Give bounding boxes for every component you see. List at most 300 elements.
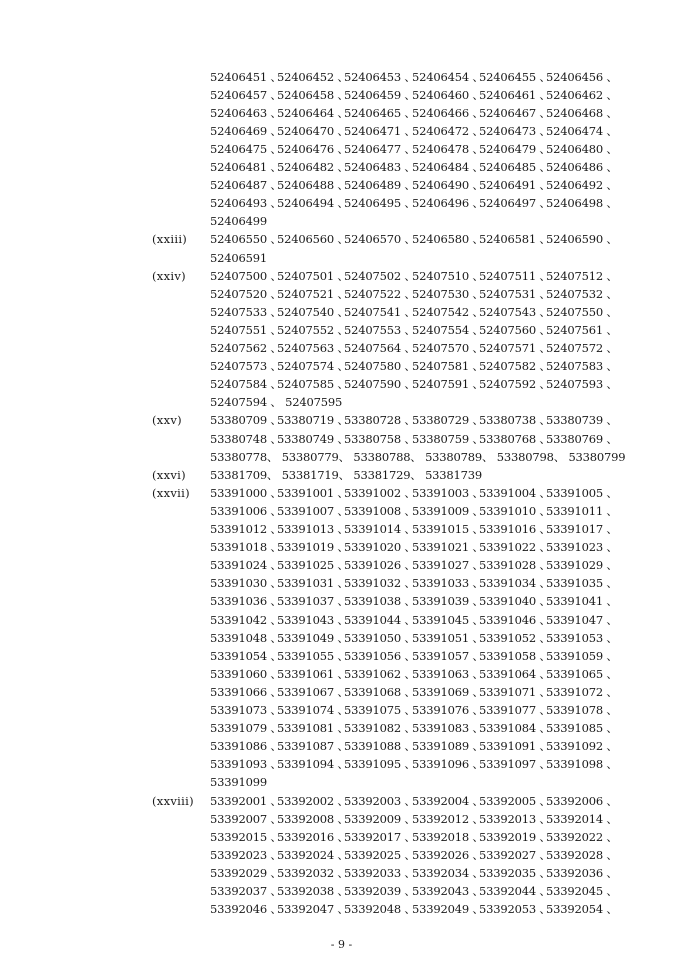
code-line (0, 212, 683, 230)
section-label: (xxiv) (152, 268, 186, 283)
code-entry: 53392003 、 (344, 793, 416, 808)
code-line (0, 267, 683, 285)
code-entry: 53391023 、 (546, 540, 618, 555)
code-entry: 53391071 、 (479, 684, 551, 699)
code-entry: 52406486 、 (546, 160, 618, 174)
code-entry: 52406497 、 (479, 196, 551, 211)
code-line (0, 375, 683, 393)
code-entry: 52407574 、 (277, 359, 349, 374)
code-entry: 53391055 、 (277, 648, 349, 663)
code-entry: 52406455 、 (479, 69, 551, 84)
code-entry: 52406463 、 (210, 105, 282, 120)
code-line (0, 773, 683, 791)
section-label: (xxvii) (152, 485, 190, 500)
code-entry: 53392012 、 (412, 811, 484, 826)
code-entry: 53392038 、 (277, 884, 349, 898)
code-entry: 52406478 、 (412, 141, 484, 156)
code-entry: 53391074 、 (277, 703, 349, 717)
code-entry: 52406458 、 (277, 87, 349, 102)
code-entry: 52407582 、 (479, 359, 551, 374)
code-line (0, 882, 683, 900)
code-entry: 53391069 、 (412, 684, 484, 699)
code-entry: 52407511 、 (479, 268, 551, 283)
code-entry: 52406476 、 (277, 141, 349, 156)
code-line (0, 556, 683, 574)
code-entry: 53391062 、 (344, 666, 416, 681)
code-entry: 52407533 、 (210, 304, 282, 319)
code-entry: 52407585 、 (277, 377, 349, 392)
code-line (0, 285, 683, 303)
code-entry: 52407522 、 (344, 286, 416, 301)
code-entry: 53380729 、 (412, 413, 484, 428)
code-line (0, 122, 683, 140)
code-entry: 53391001 、 (277, 485, 349, 500)
code-entry: 52406490 、 (412, 178, 484, 193)
code-entry: 53391031 、 (277, 576, 349, 591)
code-entry: 53391061 、 (277, 666, 349, 681)
code-entry: 53392006 、 (546, 793, 618, 808)
code-entry: 52406550 、 (210, 232, 282, 247)
code-entry: 52407532 、 (546, 286, 618, 301)
code-entry: 53392024 、 (277, 847, 349, 862)
code-line (0, 176, 683, 194)
code-entry: 52406492 、 (546, 178, 618, 193)
code-entry: 53391017 、 (546, 522, 618, 536)
code-entry: 52407512 、 (546, 268, 618, 283)
code-entry: 53392044 、 (479, 884, 551, 898)
code-entry: 53391075 、 (344, 703, 416, 717)
code-entry: 53391086 、 (210, 739, 282, 754)
code-entry: 52406471 、 (344, 123, 416, 138)
code-entry: 53392015 、 (210, 829, 282, 844)
code-entry: 53391043 、 (277, 612, 349, 627)
code-entry: 53392028 、 (546, 847, 618, 862)
code-entry: 53391085 、 (546, 721, 618, 736)
code-entry: 52407550 、 (546, 304, 618, 319)
code-entry: 53391084 、 (479, 721, 551, 736)
code-entry: 52407561 、 (546, 322, 618, 337)
code-entry: 53391093 、 (210, 757, 282, 772)
code-line (0, 68, 683, 86)
code-entry: 53391078 、 (546, 703, 618, 717)
code-entry: 53391006 、 (210, 503, 282, 518)
code-entry: 52406460 、 (412, 87, 484, 102)
code-entry: 52407530 、 (412, 286, 484, 301)
code-line (0, 810, 683, 828)
code-entry: 52407553 、 (344, 322, 416, 337)
code-entry: 53391004 、 (479, 485, 551, 500)
code-entry: 52407581 、 (412, 359, 484, 374)
code-entry: 53392034 、 (412, 865, 484, 880)
code-entry: 53391002 、 (344, 485, 416, 500)
code-line (0, 647, 683, 665)
code-entry: 53380719 、 (277, 413, 349, 428)
code-entry: 52407520 、 (210, 286, 282, 301)
code-entry: 53391003 、 (412, 485, 484, 500)
code-entry: 53380749 、 (277, 431, 349, 446)
code-entry: 53391037 、 (277, 594, 349, 609)
code-entry: 52406491 、 (479, 178, 551, 193)
code-entry: 53392014 、 (546, 811, 618, 826)
code-entry: 52406581 、 (479, 232, 551, 247)
code-line (0, 194, 683, 212)
code-entry: 53380728 、 (344, 413, 416, 428)
code-entry: 53391046 、 (479, 612, 551, 627)
code-entry: 53391000 、 (210, 485, 282, 500)
code-entry: 52406560 、 (277, 232, 349, 247)
code-entry: 53391064 、 (479, 666, 551, 681)
code-line (0, 321, 683, 339)
code-entry: 52407552 、 (277, 322, 349, 337)
code-entry: 53391024 、 (210, 558, 282, 573)
code-line (0, 466, 683, 484)
code-entry: 52406496 、 (412, 196, 484, 211)
code-entry: 52406480 、 (546, 141, 618, 156)
code-entry: 53391007 、 (277, 503, 349, 518)
code-entry: 53391066 、 (210, 684, 282, 699)
code-entry: 52406474 、 (546, 123, 618, 138)
code-line (0, 629, 683, 647)
code-entry: 53391050 、 (344, 630, 416, 645)
code-line (0, 538, 683, 556)
code-entry: 53391020 、 (344, 540, 416, 555)
code-entry: 52407560 、 (479, 322, 551, 337)
code-entry: 52407500 、 (210, 268, 282, 283)
code-entry: 52407584 、 (210, 377, 282, 392)
section-label: (xxviii) (152, 793, 194, 808)
code-entry: 52406482 、 (277, 160, 349, 174)
code-entry: 53392043 、 (412, 884, 484, 898)
code-entry: 53392049 、 (412, 902, 484, 917)
code-entry: 53392046 、 (210, 902, 282, 917)
code-entry: 53391030 、 (210, 576, 282, 591)
code-line (0, 846, 683, 864)
code-entry: 53391045 、 (412, 612, 484, 627)
code-entry: 52407593 、 (546, 377, 618, 392)
code-entry: 52406489 、 (344, 178, 416, 193)
code-entry: 52406464 、 (277, 105, 349, 120)
code-entry: 53391038 、 (344, 594, 416, 609)
code-entry: 53391036 、 (210, 594, 282, 609)
code-entry: 53380738 、 (479, 413, 551, 428)
code-entry: 53392033 、 (344, 865, 416, 880)
code-line (0, 900, 683, 918)
code-entry: 53392022 、 (546, 829, 618, 844)
code-entry: 53392025 、 (344, 847, 416, 862)
code-entry: 52407562 、 (210, 341, 282, 355)
code-entry: 52406461 、 (479, 87, 551, 102)
code-entry: 52406591 (210, 250, 267, 265)
code-entry: 53380768 、 (479, 431, 551, 446)
code-entry: 53380739 、 (546, 413, 618, 428)
section-label: (xxv) (152, 413, 182, 428)
code-entry: 53391012 、 (210, 522, 282, 536)
code-entry: 53391025 、 (277, 558, 349, 573)
code-entry: 53391005 、 (546, 485, 618, 500)
code-entry: 53391083 、 (412, 721, 484, 736)
code-entry: 53391063 、 (412, 666, 484, 681)
code-entry: 52407541 、 (344, 304, 416, 319)
code-entry: 53392037 、 (210, 884, 282, 898)
code-line (0, 230, 683, 248)
code-entry: 52407501 、 (277, 268, 349, 283)
code-entry: 53391079 、 (210, 721, 282, 736)
code-entry: 52406453 、 (344, 69, 416, 84)
code-entry: 52407591 、 (412, 377, 484, 392)
code-entry: 52406459 、 (344, 87, 416, 102)
code-entry: 53391073 、 (210, 703, 282, 717)
code-entry: 52406465 、 (344, 105, 416, 120)
code-entry: 53391013 、 (277, 522, 349, 536)
code-line (0, 104, 683, 122)
code-line (0, 864, 683, 882)
code-entry: 52406580 、 (412, 232, 484, 247)
code-entry: 53391041 、 (546, 594, 618, 609)
code-entry: 53391089 、 (412, 739, 484, 754)
code-entry: 53391008 、 (344, 503, 416, 518)
code-line (0, 357, 683, 375)
code-entry: 52407540 、 (277, 304, 349, 319)
code-entry: 52406475 、 (210, 141, 282, 156)
code-line (0, 755, 683, 773)
code-entry: 53392016 、 (277, 829, 349, 844)
code-line (0, 140, 683, 158)
code-entry: 52407580 、 (344, 359, 416, 374)
code-entry: 53391026 、 (344, 558, 416, 573)
code-entry: 53391053 、 (546, 630, 618, 645)
code-entry: 53392002 、 (277, 793, 349, 808)
code-entry: 53391035 、 (546, 576, 618, 591)
code-entry: 53392017 、 (344, 829, 416, 844)
code-entry: 52406590 、 (546, 232, 618, 247)
code-line (0, 502, 683, 520)
code-line (0, 86, 683, 104)
code-entry: 53391021 、 (412, 540, 484, 555)
code-entry: 52406473 、 (479, 123, 551, 138)
code-entry: 53391009 、 (412, 503, 484, 518)
code-entry: 53391094 、 (277, 757, 349, 772)
code-entry: 53392029 、 (210, 865, 282, 880)
code-entry: 53392018 、 (412, 829, 484, 844)
code-entry: 52407521 、 (277, 286, 349, 301)
code-entry: 52406484 、 (412, 160, 484, 174)
code-line (0, 828, 683, 846)
code-entry: 52407594 、 52407595 (210, 395, 343, 410)
code-entry: 52406481 、 (210, 160, 282, 174)
code-entry: 53391039 、 (412, 594, 484, 609)
code-line (0, 592, 683, 610)
code-entry: 53392027 、 (479, 847, 551, 862)
code-entry: 52407583 、 (546, 359, 618, 374)
code-entry: 53391027 、 (412, 558, 484, 573)
code-entry: 53391022 、 (479, 540, 551, 555)
code-entry: 53392035 、 (479, 865, 551, 880)
code-entry: 53392023 、 (210, 847, 282, 862)
code-entry: 52406452 、 (277, 69, 349, 84)
code-entry: 52407551 、 (210, 322, 282, 337)
code-entry: 53391029 、 (546, 558, 618, 573)
section-label: (xxiii) (152, 232, 188, 247)
code-entry: 53391011 、 (546, 503, 618, 518)
code-entry: 53391098 、 (546, 757, 618, 772)
code-entry: 52406451 、 (210, 69, 282, 84)
code-entry: 53391016 、 (479, 522, 551, 536)
code-line (0, 520, 683, 538)
code-line (0, 719, 683, 737)
code-entry: 53381709、 53381719、 53381729、 53381739 (210, 467, 482, 482)
code-entry: 53391028 、 (479, 558, 551, 573)
code-line (0, 574, 683, 592)
code-entry: 53391095 、 (344, 757, 416, 772)
code-entry: 52406494 、 (277, 196, 349, 211)
code-line (0, 249, 683, 267)
page-number: - 9 - (330, 938, 353, 951)
code-entry: 52406457 、 (210, 87, 282, 102)
code-entry: 52406470 、 (277, 123, 349, 138)
code-entry: 53391099 (210, 775, 267, 790)
code-entry: 52406485 、 (479, 160, 551, 174)
code-entry: 52406495 、 (344, 196, 416, 211)
code-entry: 53391065 、 (546, 666, 618, 681)
code-entry: 53392019 、 (479, 829, 551, 844)
code-entry: 53392007 、 (210, 811, 282, 826)
code-entry: 52406570 、 (344, 232, 416, 247)
code-entry: 53391010 、 (479, 503, 551, 518)
code-entry: 53391014 、 (344, 522, 416, 536)
code-entry: 52406467 、 (479, 105, 551, 120)
code-entry: 53391051 、 (412, 630, 484, 645)
code-entry: 52407570 、 (412, 341, 484, 355)
code-entry: 52406472 、 (412, 123, 484, 138)
code-entry: 53391049 、 (277, 630, 349, 645)
code-entry: 52407543 、 (479, 304, 551, 319)
code-entry: 53391047 、 (546, 612, 618, 627)
code-entry: 53392005 、 (479, 793, 551, 808)
code-line (0, 448, 683, 466)
code-entry: 52407573 、 (210, 359, 282, 374)
code-line (0, 701, 683, 719)
code-entry: 53391018 、 (210, 540, 282, 555)
code-entry: 52406466 、 (412, 105, 484, 120)
code-line (0, 158, 683, 176)
code-entry: 53391081 、 (277, 721, 349, 736)
code-entry: 52407563 、 (277, 341, 349, 355)
code-entry: 53391044 、 (344, 612, 416, 627)
code-entry: 52407554 、 (412, 322, 484, 337)
code-entry: 53391092 、 (546, 739, 618, 754)
code-entry: 53380759 、 (412, 431, 484, 446)
code-entry: 53391088 、 (344, 739, 416, 754)
code-entry: 52406487 、 (210, 178, 282, 193)
code-entry: 53391032 、 (344, 576, 416, 591)
code-entry: 53392008 、 (277, 811, 349, 826)
code-entry: 53392045 、 (546, 884, 618, 898)
code-line (0, 611, 683, 629)
code-entry: 53391015 、 (412, 522, 484, 536)
code-entry: 53391072 、 (546, 684, 618, 699)
code-entry: 52407531 、 (479, 286, 551, 301)
code-entry: 53391042 、 (210, 612, 282, 627)
code-entry: 53391058 、 (479, 648, 551, 663)
code-line (0, 665, 683, 683)
code-entry: 53391040 、 (479, 594, 551, 609)
code-entry: 53391076 、 (412, 703, 484, 717)
code-entry: 52407510 、 (412, 268, 484, 283)
code-entry: 53380709 、 (210, 413, 282, 428)
code-entry: 53391034 、 (479, 576, 551, 591)
code-entry: 53392036 、 (546, 865, 618, 880)
code-entry: 53391052 、 (479, 630, 551, 645)
code-entry: 53391033 、 (412, 576, 484, 591)
code-line (0, 411, 683, 429)
code-entry: 53391054 、 (210, 648, 282, 663)
code-entry: 53391096 、 (412, 757, 484, 772)
code-entry: 52406469 、 (210, 123, 282, 138)
code-entry: 52406488 、 (277, 178, 349, 193)
code-entry: 52406479 、 (479, 141, 551, 156)
code-line (0, 430, 683, 448)
code-entry: 53391048 、 (210, 630, 282, 645)
code-line (0, 792, 683, 810)
code-line (0, 393, 683, 411)
code-entry: 53380758 、 (344, 431, 416, 446)
code-entry: 52407571 、 (479, 341, 551, 355)
code-entry: 52407590 、 (344, 377, 416, 392)
code-entry: 53391019 、 (277, 540, 349, 555)
code-entry: 53392004 、 (412, 793, 484, 808)
code-entry: 53380778、 53380779、 53380788、 53380789、 53380798、 53380799 (210, 449, 626, 464)
code-entry: 52407564 、 (344, 341, 416, 355)
code-entry: 53391068 、 (344, 684, 416, 699)
code-line (0, 737, 683, 755)
code-entry: 53392039 、 (344, 884, 416, 898)
code-entry: 53392026 、 (412, 847, 484, 862)
section-label: (xxvi) (152, 467, 186, 482)
code-entry: 53392013 、 (479, 811, 551, 826)
code-entry: 52406468 、 (546, 105, 618, 120)
code-entry: 53391097 、 (479, 757, 551, 772)
code-line (0, 683, 683, 701)
code-entry: 53392048 、 (344, 902, 416, 917)
code-entry: 53391057 、 (412, 648, 484, 663)
code-entry: 53391059 、 (546, 648, 618, 663)
code-entry: 53391060 、 (210, 666, 282, 681)
code-line (0, 339, 683, 357)
code-entry: 52407572 、 (546, 341, 618, 355)
code-entry: 52407592 、 (479, 377, 551, 392)
code-entry: 53392009 、 (344, 811, 416, 826)
code-entry: 52407542 、 (412, 304, 484, 319)
code-entry: 53392032 、 (277, 865, 349, 880)
code-line (0, 303, 683, 321)
code-entry: 53391087 、 (277, 739, 349, 754)
code-entry: 53392001 、 (210, 793, 282, 808)
code-entry: 53392053 、 (479, 902, 551, 917)
code-entry: 53392047 、 (277, 902, 349, 917)
code-entry: 53391082 、 (344, 721, 416, 736)
code-entry: 52406498 、 (546, 196, 618, 211)
code-entry: 52406462 、 (546, 87, 618, 102)
code-entry: 52406477 、 (344, 141, 416, 156)
code-entry: 52406493 、 (210, 196, 282, 211)
code-entry: 53391067 、 (277, 684, 349, 699)
code-entry: 52406483 、 (344, 160, 416, 174)
code-entry: 52406499 (210, 214, 267, 229)
code-entry: 52406456 、 (546, 69, 618, 84)
code-entry: 53380769 、 (546, 431, 618, 446)
code-entry: 53391091 、 (479, 739, 551, 754)
code-entry: 53391077 、 (479, 703, 551, 717)
